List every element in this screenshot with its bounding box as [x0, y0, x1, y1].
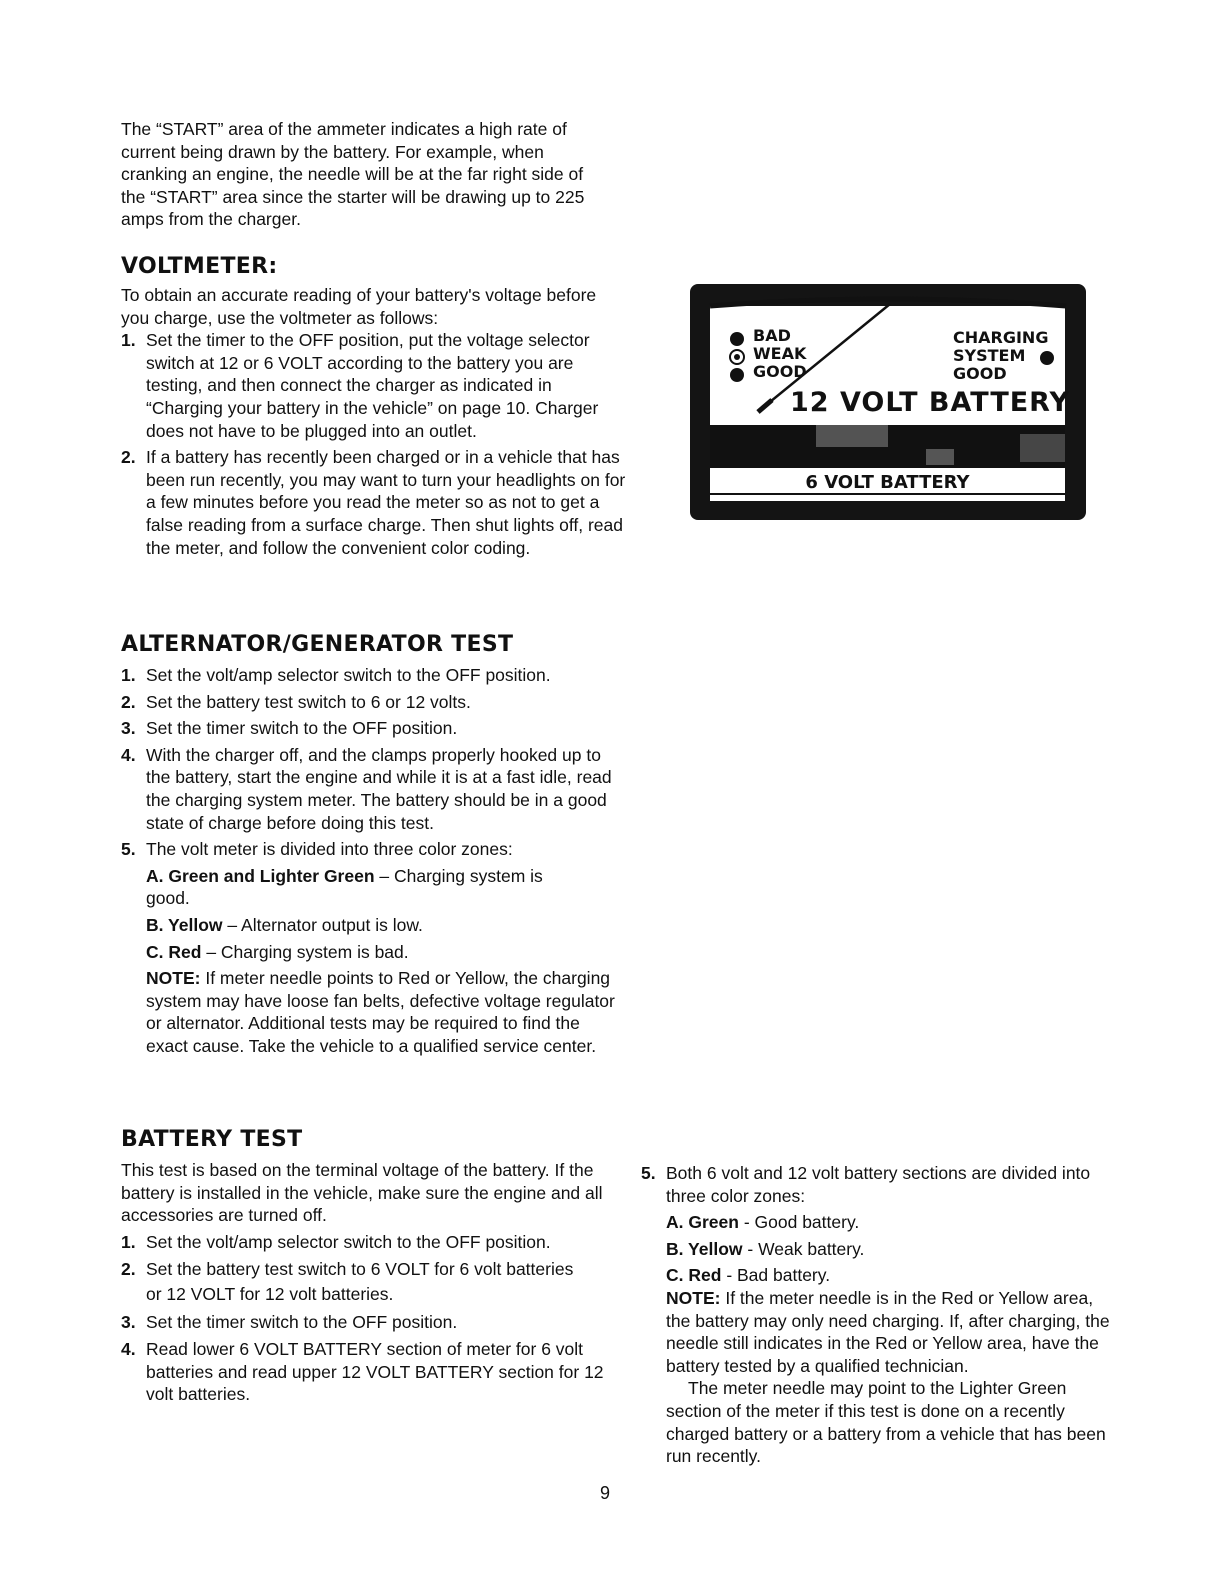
- list-item: [121, 744, 621, 834]
- battery-heading: BATTERY TEST: [121, 1127, 303, 1152]
- intro-paragraph: The “START” area of the ammeter indicates a high rate of current being drawn by the battery. For example, when cranking an engine, the needle will be at the far right side of the “START” area since the starter will be drawing up to 225 amps from the charger.: [121, 119, 585, 230]
- voltmeter-intro: To obtain an accurate reading of your battery's voltage before you charge, use the voltmeter as follows:: [121, 285, 597, 328]
- list-item: [121, 1311, 616, 1334]
- zone-text: - Weak battery.: [747, 1238, 865, 1259]
- list-text: Set the timer switch to the OFF position.: [146, 718, 458, 739]
- page-number: 9: [599, 1483, 610, 1503]
- zone-text: - Good battery.: [743, 1212, 860, 1233]
- weak-dot-inner-icon: [734, 354, 740, 360]
- list-number: 5.: [121, 839, 136, 860]
- alternator-section: [121, 664, 621, 1058]
- voltmeter-heading: VOLTMETER:: [121, 254, 278, 279]
- list-item: [121, 1231, 616, 1254]
- zone-label: C. Red: [146, 941, 202, 962]
- list-text: Set the battery test switch to 6 VOLT for 6 volt batteries or 12 VOLT for 12 volt batteries.: [146, 1259, 574, 1305]
- list-number: 2.: [121, 1259, 136, 1280]
- list-number: 4.: [121, 744, 136, 765]
- meter-face: [690, 284, 1086, 520]
- list-number: 1.: [121, 1231, 136, 1252]
- zone-text: - Bad battery.: [726, 1265, 831, 1286]
- alternator-heading: ALTERNATOR/GENERATOR TEST: [121, 632, 514, 657]
- charging-label: CHARGING: [953, 328, 1049, 347]
- zone-label: A. Green and Lighter Green: [146, 865, 375, 886]
- note: [641, 1287, 1111, 1377]
- list-text: Both 6 volt and 12 volt battery sections are divided into three color zones:: [666, 1163, 1091, 1206]
- list-text: With the charger off, and the clamps properly hooked up to the battery, start the engine and while it is at a fast idle, read the charging system meter. The battery should be in a good state of charge before doing this test.: [146, 744, 612, 833]
- good-label: GOOD: [753, 362, 807, 381]
- list-text: The volt meter is divided into three color zones:: [146, 839, 513, 860]
- list-number: 2.: [121, 447, 136, 468]
- note-label: NOTE:: [146, 968, 201, 989]
- weak-label: WEAK: [753, 344, 807, 363]
- battery-intro: This test is based on the terminal voltage of the battery. If the battery is installed in the vehicle, make sure the engine and all accessories are turned off.: [121, 1160, 603, 1226]
- zone-item: [641, 1238, 1131, 1261]
- system-dot-icon: [1040, 351, 1054, 365]
- list-text: Set the timer switch to the OFF position.: [146, 1312, 458, 1333]
- battery-section: [121, 1159, 616, 1406]
- note-text: If meter needle points to Red or Yellow, the charging system may have loose fan belts, defective voltage regulator or alternator. Additional tests may be required to find the exact cause. Take the vehicle to a qualified service center.: [146, 968, 615, 1056]
- note-text: If the meter needle is in the Red or Yellow area, the battery may only need charging. If, after charging, the needle still indicates in the Red or Yellow area, have the battery tested by a qualified technician.: [666, 1287, 1110, 1376]
- list-item: [121, 446, 626, 559]
- list-number: 1.: [121, 330, 136, 351]
- zone-label: B. Yellow: [666, 1238, 743, 1259]
- list-number: 1.: [121, 665, 136, 685]
- zone-item: [641, 1264, 1131, 1287]
- six-volt-label: 6 VOLT BATTERY: [805, 472, 970, 493]
- meter-band-speckle-2: [926, 449, 954, 465]
- list-text: If a battery has recently been charged or in a vehicle that has been run recently, you may want to turn your headlights on for a few minutes before you read the meter so as not to get a false reading from a surface charge. Then shut lights off, read the meter, and follow the convenient color coding.: [146, 447, 626, 558]
- zone-item: [121, 914, 621, 937]
- voltmeter-section: [121, 284, 626, 559]
- list-text: Set the battery test switch to 6 or 12 volts.: [146, 691, 471, 712]
- zone-label: B. Yellow: [146, 914, 223, 935]
- good-dot-icon: [730, 368, 744, 382]
- zone-text: – Charging system is bad.: [206, 941, 409, 962]
- note-continuation: The meter needle may point to the Lighter Green section of the meter if this test is done on a recently charged battery or a battery from a vehicle that has been run recently.: [666, 1378, 1106, 1467]
- list-number: 2.: [121, 691, 136, 712]
- bad-dot-icon: [730, 332, 744, 346]
- zone-item: [641, 1211, 1131, 1234]
- list-item: [121, 717, 621, 740]
- list-item: [121, 1338, 616, 1406]
- list-text: Set the timer to the OFF position, put the voltage selector switch at 12 or 6 VOLT according to the battery you are testing, and then connect the charger as indicated in “Charging your battery in the vehicle” on page 10. Charger does not have to be plugged into an outlet.: [146, 330, 599, 441]
- good2-label: GOOD: [953, 364, 1007, 383]
- twelve-volt-label: 12 VOLT BATTERY: [790, 387, 1071, 418]
- list-item: [641, 1162, 1131, 1207]
- list-number: 3.: [121, 718, 136, 739]
- zone-item: [121, 941, 621, 964]
- zone-text: – Alternator output is low.: [227, 914, 423, 935]
- meter-band-speckle-1: [816, 425, 888, 447]
- list-text: Set the volt/amp selector switch to the OFF position.: [146, 1231, 551, 1252]
- list-text: Read lower 6 VOLT BATTERY section of meter for 6 volt batteries and read upper 12 VOLT BATTERY section for 12 volt batteries.: [146, 1338, 604, 1405]
- list-number: 3.: [121, 1312, 136, 1333]
- list-item: [121, 1257, 586, 1307]
- bad-label: BAD: [753, 326, 791, 345]
- list-item: [121, 664, 621, 687]
- zone-item: [121, 865, 586, 910]
- system-label: SYSTEM: [953, 346, 1026, 365]
- zone-text: – Charging system is good.: [146, 865, 543, 909]
- battery-section-right: [641, 1162, 1131, 1468]
- note: [121, 967, 616, 1057]
- list-item: [121, 329, 626, 442]
- zone-label: A. Green: [666, 1212, 739, 1233]
- list-item: [121, 691, 621, 714]
- list-number: 5.: [641, 1163, 656, 1183]
- note-label: NOTE:: [666, 1287, 721, 1308]
- meter-band-speckle-3: [1020, 434, 1065, 462]
- list-text: Set the volt/amp selector switch to the OFF position.: [146, 665, 551, 685]
- list-number: 4.: [121, 1338, 136, 1359]
- zone-label: C. Red: [666, 1265, 722, 1286]
- list-item: [121, 838, 621, 861]
- meter-needle-tip: [758, 400, 772, 412]
